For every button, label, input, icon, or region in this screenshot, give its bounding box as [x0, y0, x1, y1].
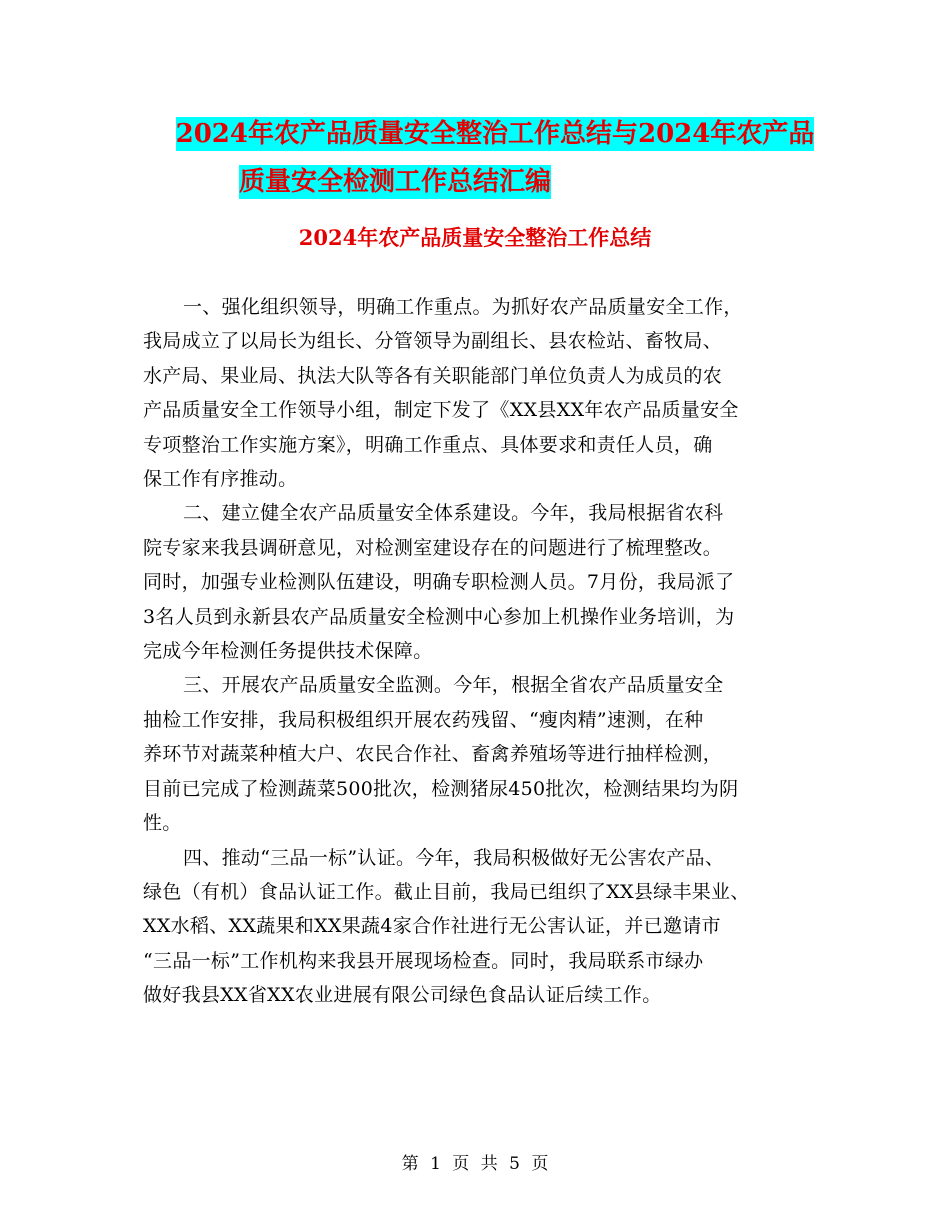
paragraph-line: 目前已完成了检测蔬菜500批次，检测猪尿450批次，检测结果均为阴 — [143, 777, 739, 800]
paragraph-3 — [143, 668, 808, 840]
paragraph-4 — [143, 841, 808, 1013]
paragraph-line: 产品质量安全工作领导小组，制定下发了《XX县XX年农产品质量安全 — [143, 399, 739, 422]
paragraph-line: 四、推动“三品一标”认证。今年，我局积极做好无公害农产品、 — [183, 846, 725, 869]
paragraph-line: 抽检工作安排，我局积极组织开展农药残留、“瘦肉精”速测，在种 — [143, 708, 704, 731]
paragraph-line: 完成今年检测任务提供技术保障。 — [143, 640, 433, 663]
paragraph-line: 3名人员到永新县农产品质量安全检测中心参加上机操作业务培训，为 — [143, 605, 735, 628]
paragraph-line: 我局成立了以局长为组长、分管领导为副组长、县农检站、畜牧局、 — [143, 330, 723, 353]
document-title-line-1 — [0, 110, 950, 158]
title-highlight-2: 质量安全检测工作总结汇编 — [238, 167, 551, 197]
title-highlight-1: 2024年农产品质量安全整治工作总结与2024年农产品 — [175, 119, 815, 149]
paragraph-line: 做好我县XX省XX农业进展有限公司绿色食品认证后续工作。 — [143, 984, 662, 1007]
section-title: 2024年农产品质量安全整治工作总结 — [298, 225, 652, 250]
paragraph-line: 性。 — [143, 812, 182, 835]
paragraph-line: 同时，加强专业检测队伍建设，明确专职检测人员。7月份，我局派了 — [143, 571, 735, 594]
paragraph-line: 保工作有序推动。 — [143, 468, 298, 491]
page-footer: 第 1 页 共 5 页 — [401, 1154, 549, 1174]
paragraph-line: 一、强化组织领导，明确工作重点。为抓好农产品质量安全工作， — [183, 296, 743, 318]
paragraph-line: 养环节对蔬菜种植大户、农民合作社、畜禽养殖场等进行抽样检测， — [143, 743, 723, 766]
paragraph-line: 绿色（有机）食品认证工作。截止目前，我局已组织了XX县绿丰果业、 — [143, 880, 750, 903]
paragraph-2 — [143, 496, 808, 668]
document-title — [0, 110, 950, 206]
paragraph-line: 二、建立健全农产品质量安全体系建设。今年，我局根据省农科 — [183, 502, 724, 525]
body-text — [143, 290, 808, 1013]
paragraph-line: 院专家来我县调研意见，对检测室建设存在的问题进行了梳理整改。 — [143, 536, 723, 559]
paragraph-line: 水产局、果业局、执法大队等各有关职能部门单位负责人为成员的农 — [143, 364, 723, 387]
paragraph-line: 专项整治工作实施方案》，明确工作重点、具体要求和责任人员，确 — [143, 433, 713, 456]
paragraph-1 — [143, 290, 808, 496]
document-title-line-2 — [0, 158, 950, 206]
paragraph-line: XX水稻、XX蔬果和XX果蔬4家合作社进行无公害认证，并已邀请市 — [143, 915, 721, 938]
paragraph-line: 三、开展农产品质量安全监测。今年，根据全省农产品质量安全 — [183, 674, 724, 697]
paragraph-line: “三品一标”工作机构来我县开展现场检查。同时，我局联系市绿办 — [143, 949, 704, 972]
